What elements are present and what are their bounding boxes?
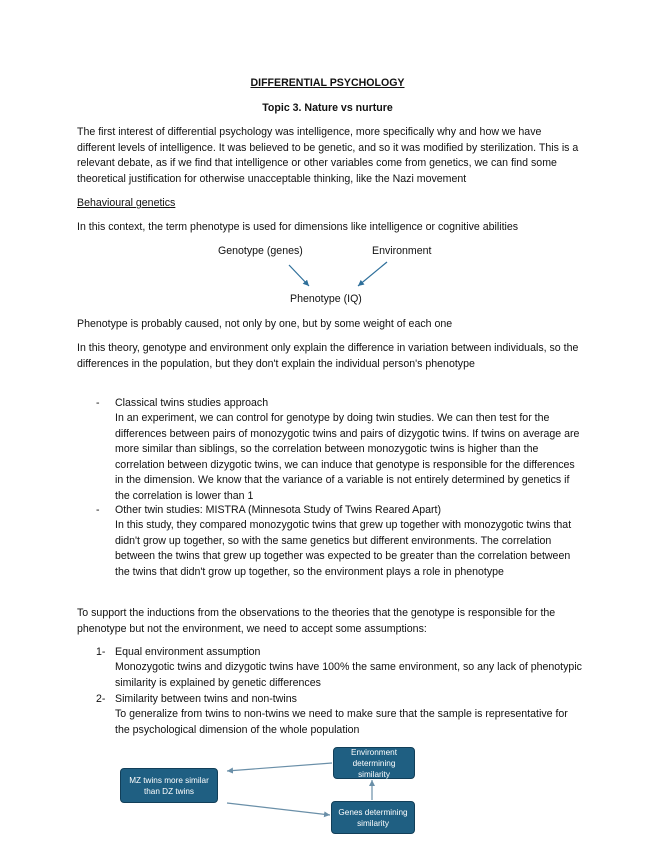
bullet-title-mistra: Other twin studies: MISTRA (Minnesota Study of Twins Reared Apart) [115,504,441,516]
theory-paragraph: In this theory, genotype and environment only explain the difference in variation between individuals, so the differences in the population, but they don't explain the individual person's phenotype [77,342,579,370]
topic-heading: Topic 3. Nature vs nurture [262,102,393,114]
intro-paragraph: The first interest of differential psychology was intelligence, more specifically why and how we have different levels of intelligence. It was believed to be genetic, and so it was modified by sterilization. This is a relevant debate, as if we find that intelligence or other variables come from genetics, we can find some theoretical justification for otherwise unacceptable thinking, like the Nazi movement [77,126,579,185]
phenotype-cause-text: Phenotype is probably caused, not only by one, but by some weight of each one [77,318,453,330]
genes-similarity-box: Genes determining similarity [331,801,415,834]
bullet-body-mistra: In this study, they compared monozygotic twins that grew up together with monozygotic twins that didn't grow up together, so with the same genetics but different environments. The correlation between the twins that grew up together was expected to be greater than the correlation between the twins that didn't grow up together, so the environment plays a role in phenotype [115,519,572,578]
arrow-mz-to-genes [227,803,330,815]
bullet-body-classical-twins: In an experiment, we can control for genotype by doing twin studies. We can then test for the differences between pairs of monozygotic twins and pairs of dizygotic twins. If twins on average are more similar than siblings, so the correlation between monozygotic twins is higher than the correlation between dizygotic twins, we can induce that genotype is responsible for the differences in the dimension. We know that the variance of a variable is not entirely determined by genetics if the correlation is lower than 1 [115,412,580,502]
phenotype-definition: In this context, the term phenotype is used for dimensions like intelligence or cognitive abilities [77,221,519,233]
document-title: DIFFERENTIAL PSYCHOLOGY [250,77,405,89]
assumption-body-equal-environment: Monozygotic twins and dizygotic twins have 100% the same environment, so any lack of phenotypic similarity is explained by genetic differences [115,661,582,689]
assumption-title-equal-environment: Equal environment assumption [115,646,261,658]
assumption-title-similarity: Similarity between twins and non-twins [115,693,297,705]
arrow-env-to-mz [227,763,332,771]
environment-similarity-box: Environment determining similarity [333,747,415,779]
assumptions-intro: To support the inductions from the observations to the theories that the genotype is responsible for the phenotype but not the environment, we need to accept some assumptions: [77,607,556,635]
mz-twins-box: MZ twins more similar than DZ twins [120,768,218,803]
phenotype-label: Phenotype (IQ) [290,293,362,305]
bullet-title-classical-twins: Classical twins studies approach [115,397,269,409]
genotype-label: Genotype (genes) [218,245,303,257]
assumption-number: 1- [96,646,106,658]
bullet-marker: - [96,504,100,516]
section-heading: Behavioural genetics [77,197,176,209]
environment-label: Environment [372,245,432,257]
arrow-genotype-to-phenotype [289,265,309,286]
bullet-marker: - [96,397,100,409]
assumption-number: 2- [96,693,106,705]
assumption-body-similarity: To generalize from twins to non-twins we need to make sure that the sample is representative for the psychological dimension of the whole population [115,708,568,736]
arrow-environment-to-phenotype [358,262,387,286]
